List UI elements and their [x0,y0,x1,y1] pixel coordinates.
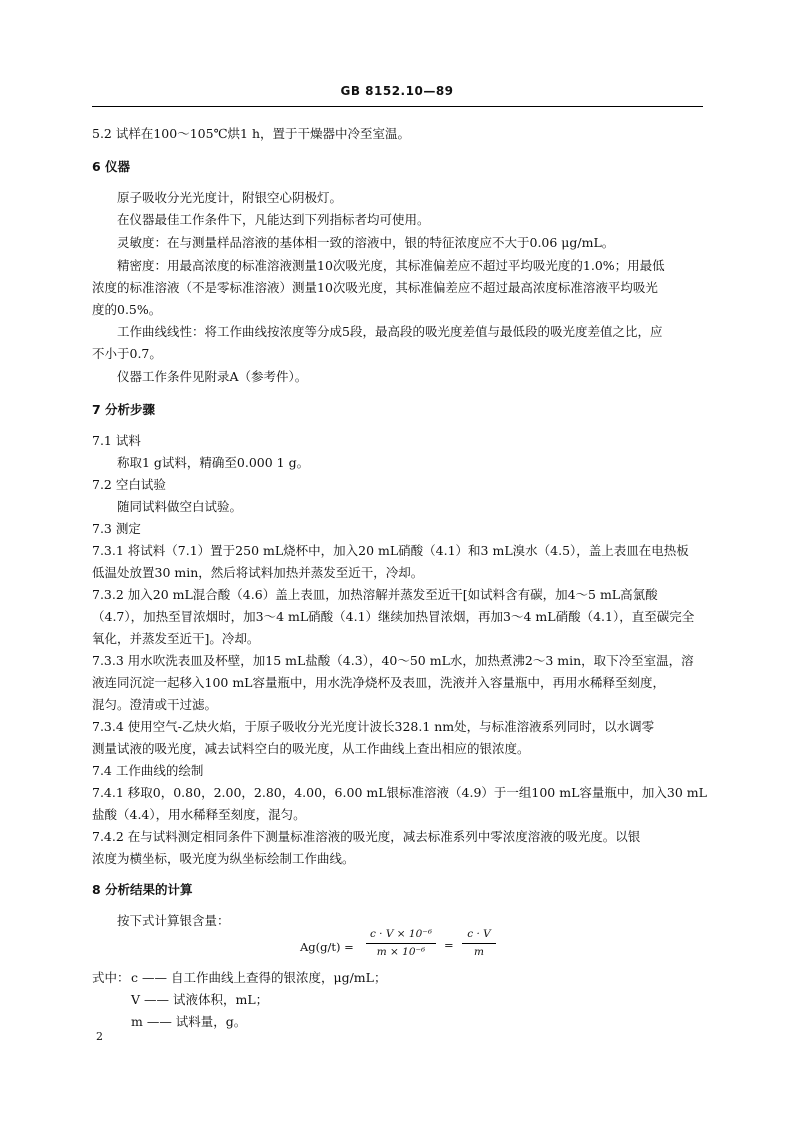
s6-line: 精密度：用最高浓度的标准溶液测量10次吸光度，其标准偏差应不超过平均吸光度的1.0%；用最低 [117,258,665,273]
fraction-bar [366,943,436,944]
formula-intro: 按下式计算银含量： [117,913,230,928]
s7-line: 7.3 测定 [92,521,141,536]
s6-line: 度的0.5%。 [92,302,162,317]
s7-line: 盐酸（4.4），用水稀释至刻度，混匀。 [92,807,306,822]
s7-line: 低温处放置30 min，然后将试料加热并蒸发至近干，冷却。 [92,565,424,580]
s7-line: 7.4.1 移取0，0.80，2.00，2.80，4.00，6.00 mL银标准溶液（4.9）于一组100 mL容量瓶中，加入30 mL [92,785,707,800]
where-label: 式中： [92,970,130,985]
s7-line: 7.1 试料 [92,433,141,448]
section-6-heading: 6 仪器 [92,159,131,174]
header-rule [92,106,703,107]
s6-line: 原子吸收分光光度计，附银空心阴极灯。 [117,190,343,205]
s6-line: 仪器工作条件见附录A（参考件）。 [117,369,308,384]
s6-line: 不小于0.7。 [92,346,162,361]
s7-line: 7.3.4 使用空气-乙炔火焰，于原子吸收分光光度计波长328.1 nm处，与标准溶液系列同时，以水调零 [92,719,655,734]
s7-line: 混匀。澄清或干过滤。 [92,697,218,712]
s7-line: 液连同沉淀一起移入100 mL容量瓶中，用水洗净烧杯及表皿，洗液并入容量瓶中，再用水稀释至刻度， [92,675,665,690]
formula-lhs: Ag(g/t) = [300,940,354,954]
s6-line: 在仪器最佳工作条件下，凡能达到下列指标者均可使用。 [117,212,430,227]
s7-line: 测量试液的吸光度，减去试料空白的吸光度，从工作曲线上查出相应的银浓度。 [92,741,530,756]
section-7-heading: 7 分析步骤 [92,402,156,417]
formula-equals: = [444,938,454,952]
section-8-heading: 8 分析结果的计算 [92,882,193,897]
s7-line: 7.2 空白试验 [92,477,166,492]
formula-denominator-2: m [474,946,484,958]
s6-line: 浓度的标准溶液（不是零标准溶液）测量10次吸光度，其标准偏差应不超过最高浓度标准溶液平均吸光 [92,280,658,295]
formula-numerator-1: c · V × 10⁻⁶ [369,928,433,940]
s7-line: 7.4.2 在与试料测定相同条件下测量标准溶液的吸光度，减去标准系列中零浓度溶液的吸光度。以银 [92,829,641,844]
s7-line: 随同试料做空白试验。 [117,499,243,514]
formula-numerator-2: c · V [467,928,491,940]
document-header: GB 8152.10—89 [340,84,454,98]
s6-line: 灵敏度：在与测量样品溶液的基体相一致的溶液中，银的特征浓度应不大于0.06 μg/mL。 [117,235,615,250]
fraction-bar [462,943,496,944]
s7-line: 7.4 工作曲线的绘制 [92,763,204,778]
section-5-2: 5.2 试样在100～105℃烘1 h，置于干燥器中冷至室温。 [92,126,411,141]
formula-denominator-1: m × 10⁻⁶ [376,946,426,958]
variable-v: V —— 试液体积，mL； [131,992,269,1007]
s7-line: 称取1 g试料，精确至0.000 1 g。 [117,455,310,470]
s7-line: 7.3.2 加入20 mL混合酸（4.6）盖上表皿，加热溶解并蒸发至近干[如试料含有碳，加4～5 mL高氯酸 [92,587,658,602]
variable-c: c —— 自工作曲线上查得的银浓度，μg/mL； [131,970,387,985]
s7-line: 浓度为横坐标，吸光度为纵坐标绘制工作曲线。 [92,851,355,866]
variable-m: m —— 试料量，g。 [131,1014,247,1029]
s6-line: 工作曲线线性：将工作曲线按浓度等分成5段，最高段的吸光度差值与最低段的吸光度差值之比，应 [117,324,663,339]
s7-line: 7.3.1 将试料（7.1）置于250 mL烧杯中，加入20 mL硝酸（4.1）和3 mL溴水（4.5），盖上表皿在电热板 [92,543,689,558]
page-number: 2 [96,1030,103,1043]
s7-line: （4.7），加热至冒浓烟时，加3～4 mL硝酸（4.1）继续加热冒浓烟，再加3～4 mL硝酸（4.1），直至碳完全 [92,609,695,624]
s7-line: 氧化，并蒸发至近干]。冷却。 [92,631,260,646]
s7-line: 7.3.3 用水吹洗表皿及杯壁，加15 mL盐酸（4.3），40～50 mL水，加热煮沸2～3 min，取下冷至室温，溶 [92,653,694,668]
